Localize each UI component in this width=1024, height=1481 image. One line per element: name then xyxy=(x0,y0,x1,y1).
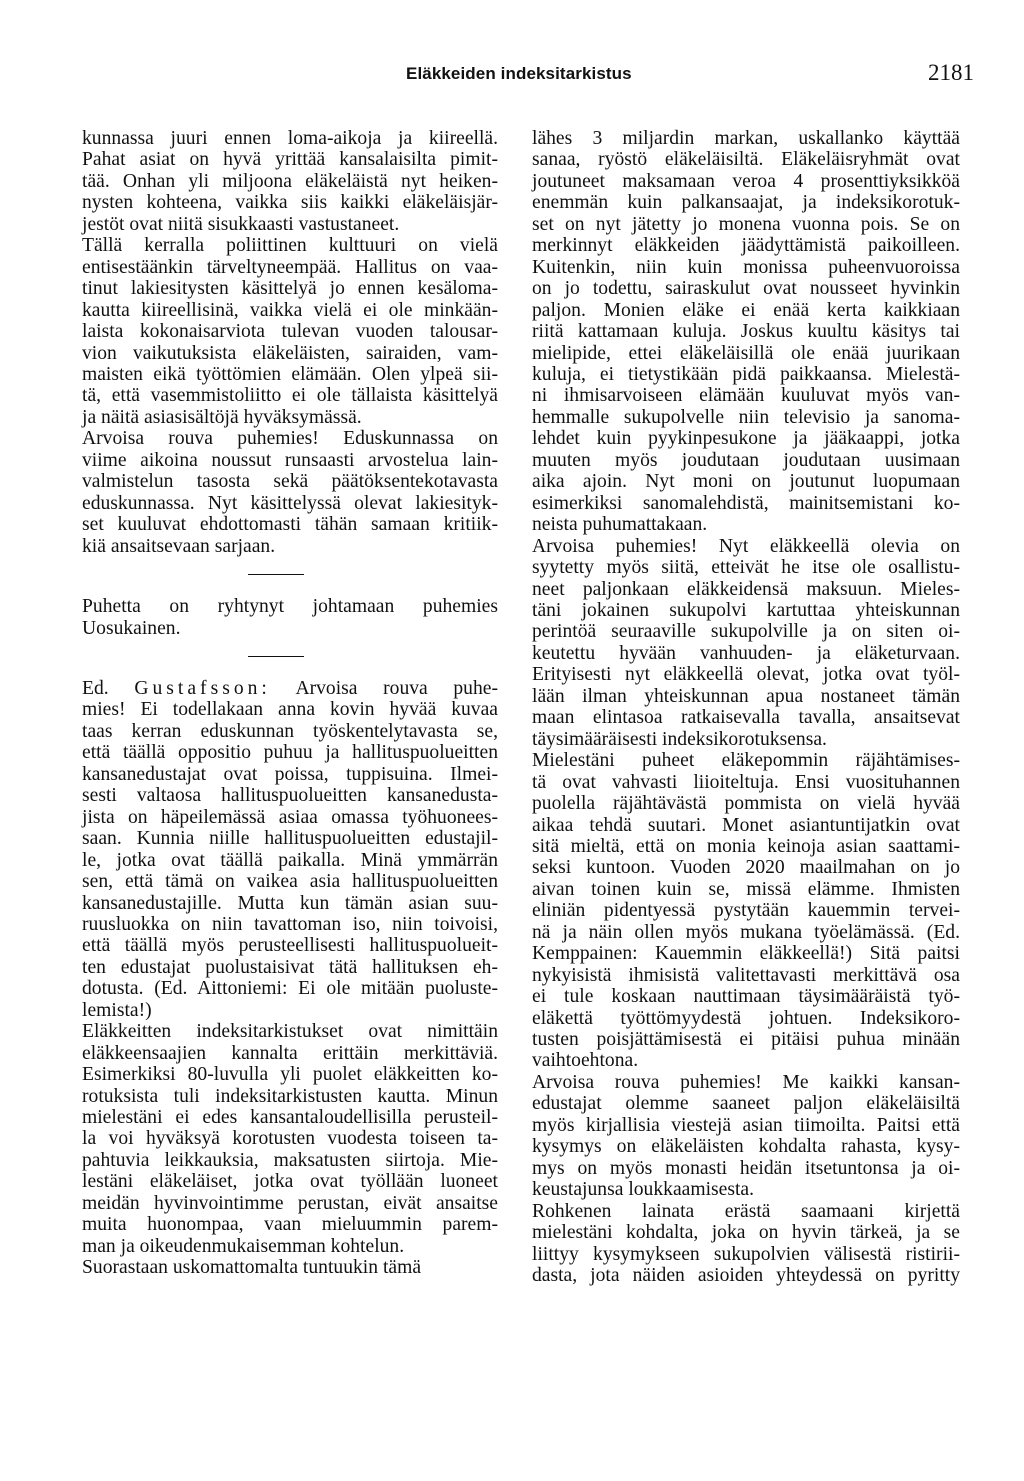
right-column xyxy=(532,128,960,1286)
text-line: entisestäänkin tärveltyneempää. Hallitus on vaa- xyxy=(82,256,498,278)
text-line: ni ihmisarvoiseen elämään kuuluvat myös van- xyxy=(532,385,960,407)
text-line: nykyisistä ihmisistä valitettavasti merkittävä osa xyxy=(532,964,960,986)
text-line: nä ja näin ollen myös mukana työelämässä. (Ed. xyxy=(532,921,960,943)
text-line: set kuuluvat ehdottomasti tähän samaan kritiik- xyxy=(82,514,498,536)
text-line: kysymys on eläkeläisten kohdalta rahasta, kysy- xyxy=(532,1136,960,1158)
chair-notice xyxy=(82,596,498,639)
text-line: eläkettä työttömyydestä johtuen. Indeksikoro- xyxy=(532,1007,960,1029)
text-line: aikaa tehdä suutari. Monet asiantuntijatkin ovat xyxy=(532,814,960,836)
text-line: pahtuvia leikkauksia, maksatusten siirtoja. Mie- xyxy=(82,1149,498,1171)
text-line: maan elintasoa ratkaisevalla tavalla, ansaitsevat xyxy=(532,707,960,729)
left-column xyxy=(82,128,498,1279)
left-text-block-a xyxy=(82,128,498,557)
text-line: keutettu hyvään vanhuuden- ja eläketurvaan. xyxy=(532,642,960,664)
text-line: mies! Ei todellakaan anna kovin hyvää kuvaa xyxy=(82,699,498,721)
text-line: Uosukainen. xyxy=(82,617,181,639)
text-line: sitä mieltä, että on monia keinoja asian saattami- xyxy=(532,835,960,857)
text-line: keustajunsa loukkaamisesta. xyxy=(532,1179,755,1201)
text-line: täni jokainen sukupolvi kartuttaa yhteiskunnan xyxy=(532,599,960,621)
text-line: lähes 3 miljardin markan, uskallanko käyttää xyxy=(532,128,960,149)
page-number: 2181 xyxy=(928,60,974,85)
text-line: hemmalle sukupolvelle niin televisio ja sanoma- xyxy=(532,406,960,428)
text-line: rotuksista tuli indeksitarkistusten kautta. Minun xyxy=(82,1085,498,1107)
text-line: mielipide, ettei eläkeläisillä ole enää juurikaan xyxy=(532,342,960,364)
text-line: viime aikoina noussut runsaasti arvostelua lain- xyxy=(82,449,498,471)
text-line: taas kerran eduskunnan työskentelytavasta se, xyxy=(82,720,498,742)
text-line: täysimääräisesti indeksikorotuksensa. xyxy=(532,728,827,750)
text-line: kuluja, ei tietystikään pidä paikkaansa. Mielestä- xyxy=(532,363,960,385)
text-line: Suorastaan uskomattomalta tuntuukin tämä xyxy=(82,1257,422,1279)
text-line: että täällä oppositio puhuu ja hallituspuolueitten xyxy=(82,742,498,764)
text-line: meidän hyvinvointimme perustan, eivät ansaitse xyxy=(82,1192,498,1214)
text-line: saan. Kunnia niille hallituspuolueitten edustajil- xyxy=(82,828,498,850)
text-line: puolella räjähtävästä pommista on vielä hyvää xyxy=(532,793,960,815)
text-line: Rohkenen lainata erästä saamaani kirjettä xyxy=(532,1200,960,1222)
text-line: Esimerkiksi 80-luvulla yli puolet eläkkeitten ko- xyxy=(82,1064,498,1086)
text-line: dotusta. (Ed. Aittoniemi: Ei ole mitään puoluste- xyxy=(82,978,498,1000)
text-line: edustajat olemme saaneet paljon eläkeläisiltä xyxy=(532,1093,960,1115)
text-line: syytetty myös siitä, etteivät he itse ole osallistu- xyxy=(532,557,960,579)
text-line: on jo todettu, sairaskulut ovat nousseet hyvinkin xyxy=(532,278,960,300)
text-line: riitä kattamaan kuluja. Joskus kuultu käsitys tai xyxy=(532,321,960,343)
text-line: eduskunnassa. Nyt käsittelyssä olevat lakiesityk- xyxy=(82,492,498,514)
text-line: Eläkkeitten indeksitarkistukset ovat nimittäin xyxy=(82,1021,498,1043)
text-line: lestäni eläkeläiset, jotka ovat työllään luoneet xyxy=(82,1171,498,1193)
text-line: Kuitenkin, niin kuin monissa puheenvuoroissa xyxy=(532,256,960,278)
text-line: Arvoisa puhemies! Nyt eläkkeellä olevia on xyxy=(532,535,960,557)
speech-prefix: Ed. xyxy=(82,677,109,699)
text-line: Tällä kerralla poliittinen kulttuuri on vielä xyxy=(82,235,498,257)
text-line: että täällä myös perusteellisesti hallituspuolueit- xyxy=(82,935,498,957)
text-line: kunnassa juuri ennen loma-aikoja ja kiireellä. xyxy=(82,128,498,149)
text-line: vion vaikutuksista eläkeläisten, sairaiden, vam- xyxy=(82,342,498,364)
text-line: aika ajoin. Nyt moni on joutunut luopumaan xyxy=(532,471,960,493)
text-line: lemista!) xyxy=(82,999,152,1021)
text-line: neista puhumattakaan. xyxy=(532,514,708,536)
text-line: muita huonompaa, vaan mieluummin parem- xyxy=(82,1214,498,1236)
text-line: Arvoisa rouva puhemies! Eduskunnassa on xyxy=(82,428,498,450)
text-line: tä ovat vahvasti liioiteltuja. Ensi vuosituhannen xyxy=(532,771,960,793)
text-line: laista kokonaisarviota tulevan vuoden talousar- xyxy=(82,321,498,343)
text-line: jista on häpeilemässä asiaa omassa työhuonees- xyxy=(82,806,498,828)
text-line: kansanedustajille. Mutta kun tämän asian suu- xyxy=(82,892,498,914)
text-line: sanaa, ryöstö eläkeläisiltä. Eläkeläisryhmät ovat xyxy=(532,149,960,171)
text-line: lehdet kuin pyykinpesukone ja jääkaappi, jotka xyxy=(532,428,960,450)
text-line: tä, että vasemmistoliitto ei ole tällaista käsittelyä xyxy=(82,385,498,407)
text-line: tinut lakiesitysten käsittelyä jo ennen kesäloma- xyxy=(82,278,498,300)
text-line: merkinnyt eläkkeiden jäädyttämistä paikoilleen. xyxy=(532,235,960,257)
text-line: mielestäni ei edes kansantaloudellisilla perusteil- xyxy=(82,1107,498,1129)
text-line: enemmän kuin palkansaajat, ja indeksikorotuk- xyxy=(532,192,960,214)
text-line: mys on myös monasti heidän itsetuntonsa ja oi- xyxy=(532,1157,960,1179)
text-line: dasta, jota näiden asioiden yhteydessä on pyritty xyxy=(532,1265,960,1287)
text-line: Puhetta on ryhtynyt johtamaan puhemies xyxy=(82,596,498,618)
text-line: Kemppainen: Kauemmin eläkkeellä!) Sitä paitsi xyxy=(532,943,960,965)
text-line: man ja oikeudenmukaisemman kohtelun. xyxy=(82,1235,405,1257)
text-line: tää. Onhan yli miljoona eläkeläistä nyt heiken- xyxy=(82,170,498,192)
text-line: myös kirjallisia viestejä asian tiimoilta. Paitsi että xyxy=(532,1114,960,1136)
text-line: jestöt ovat niitä sisukkaasti vastustaneet. xyxy=(82,213,400,235)
text-line: Erityisesti nyt eläkkeellä olevat, jotka ovat työl- xyxy=(532,664,960,686)
text-line: eliniän pidentyessä pystytään kauemmin tervei- xyxy=(532,900,960,922)
text-line: Arvoisa rouva puhemies! Me kaikki kansan- xyxy=(532,1071,960,1093)
text-line: perintöä seuraaville sukupolville ja on siten oi- xyxy=(532,621,960,643)
text-line: seksi kuntoon. Vuoden 2020 maailmahan on jo xyxy=(532,857,960,879)
text-line: ja näitä asiasisältöjä hyväksymässä. xyxy=(82,406,362,428)
text-line: lään ilman yhteiskunnan apua nostaneet tämän xyxy=(532,685,960,707)
text-line: le, jotka ovat täällä paikalla. Minä ymmärrän xyxy=(82,849,498,871)
text-line: nysten kohteena, vaikka siis kaikki eläkeläisjär- xyxy=(82,192,498,214)
text-line: sesti valtaosa hallituspuolueitten kansanedusta- xyxy=(82,785,498,807)
text-line: ei tule koskaan nauttimaan täysimääräistä työ- xyxy=(532,986,960,1008)
text-line: joutuneet maksamaan veroa 4 prosenttiyksikköä xyxy=(532,170,960,192)
text-line: tusten poisjättämisestä ei pitäisi puhua minään xyxy=(532,1029,960,1051)
text-line: paljon. Monien eläke ei enää kerta kaikkiaan xyxy=(532,299,960,321)
running-title: Eläkkeiden indeksitarkistus xyxy=(406,64,632,83)
text-line: maisten eikä työttömien elämään. Olen ylpeä sii- xyxy=(82,363,498,385)
speech-opening-line xyxy=(82,678,498,699)
text-line: la voi hyväksyä korotusten vuodesta toiseen ta- xyxy=(82,1128,498,1150)
text-line: mielestäni kohdalta, joka on hyvin tärkeä, ja se xyxy=(532,1222,960,1244)
text-line: sen, että tämä on vaikea asia hallituspuolueitten xyxy=(82,871,498,893)
text-line: kautta kiireellisinä, vaikka vielä ei ole minkään- xyxy=(82,299,498,321)
speech-first-words: Arvoisa rouva puhe- xyxy=(295,677,498,699)
left-text-block-b xyxy=(82,699,498,1278)
text-line: ten edustajat puolustaisivat tätä hallituksen eh- xyxy=(82,956,498,978)
text-line: aivan toinen kuin se, missä elämme. Ihmisten xyxy=(532,878,960,900)
text-line: valmistelun tasosta sekä päätöksentekotavasta xyxy=(82,471,498,493)
text-line: vaihtoehtona. xyxy=(532,1050,639,1072)
text-line: kansanedustajat ovat poissa, tuppisuina. Ilmei- xyxy=(82,763,498,785)
text-line: neet paljonkaan eläkkeidensä maksuun. Mieles- xyxy=(532,578,960,600)
text-line: muuten myös joudutaan joudutaan uusimaan xyxy=(532,449,960,471)
text-line: esimerkiksi sanomalehdistä, mainitsemistani ko- xyxy=(532,492,960,514)
text-line: set on nyt jätetty jo monena vuonna pois. Se on xyxy=(532,213,960,235)
text-line: liittyy kysymykseen sukupolvien välisestä ristirii- xyxy=(532,1243,960,1265)
text-line: Pahat asiat on hyvä yrittää kansalaisilta pimit- xyxy=(82,149,498,171)
speaker-name: Gustafsson: xyxy=(134,677,271,699)
text-line: ruusluokka on niin tavattoman iso, niin toivoisi, xyxy=(82,913,498,935)
text-line: kiä ansaitsevaan sarjaan. xyxy=(82,535,276,557)
text-line: Mielestäni puheet eläkepommin räjähtämises- xyxy=(532,750,960,772)
text-line: eläkkeensaajien kannalta erittäin merkittäviä. xyxy=(82,1042,498,1064)
